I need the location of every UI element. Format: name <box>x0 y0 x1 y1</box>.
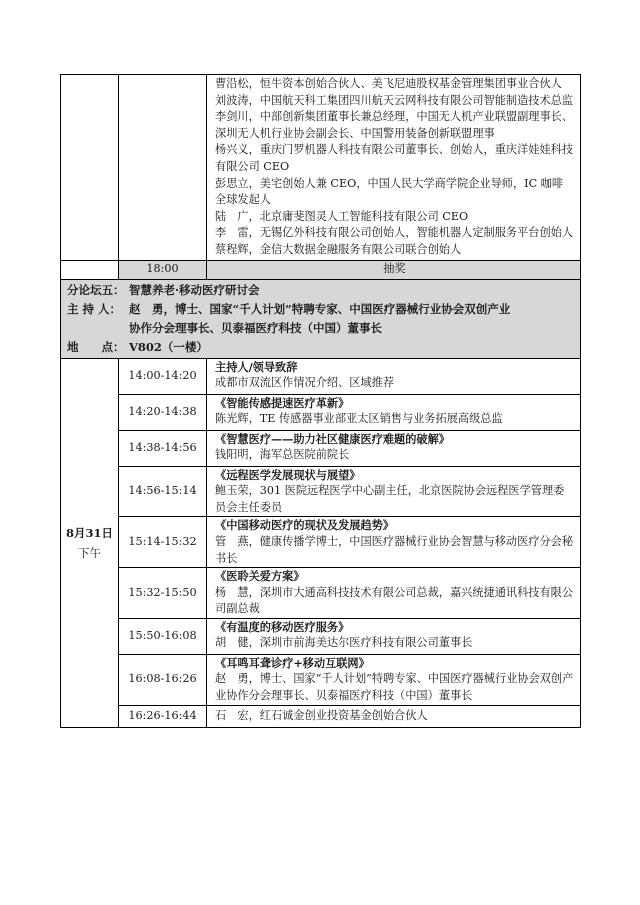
session-topic: 《中国移动医疗的现状及发展趋势》 <box>215 518 395 533</box>
session-row <box>61 568 581 619</box>
forum-header <box>61 279 581 358</box>
session-row <box>61 705 581 727</box>
lottery-empty-cell <box>61 260 119 279</box>
session-topic: 《智能传感提速医疗革新》 <box>215 395 350 410</box>
forum-host-key: 主 持 人： <box>67 301 122 316</box>
session-content <box>207 654 581 705</box>
day-period: 下午 <box>78 545 101 560</box>
session-time: 16:08-16:26 <box>119 654 207 705</box>
speaker-line: 杨兴义，重庆门罗机器人科技有限公司董事长、创始人，重庆洋娃娃科技有限公司 CEO <box>215 143 574 173</box>
session-content <box>207 705 581 727</box>
speaker-line: 陆 广，北京庸斐图灵人工智能科技有限公司 CEO <box>215 209 469 223</box>
day-date: 8月31日 <box>65 525 113 540</box>
session-topic: 《远程医学发展现状与展望》 <box>215 467 361 482</box>
agenda-sheet <box>60 74 581 728</box>
session-topic: 主持人/领导致辞 <box>215 359 298 374</box>
session-content <box>207 517 581 568</box>
session-time: 14:20-14:38 <box>119 394 207 430</box>
session-time: 15:32-15:50 <box>119 568 207 619</box>
session-content <box>207 466 581 517</box>
day-cell <box>61 358 119 727</box>
session-content <box>207 430 581 466</box>
session-row <box>61 358 581 394</box>
session-content <box>207 568 581 619</box>
session-row <box>61 517 581 568</box>
session-speaker: 成都市双流区作情况介绍、区域推荐 <box>215 376 395 390</box>
session-time: 15:50-16:08 <box>119 618 207 654</box>
session-speaker: 胡 健，深圳市前海美达尔医疗科技有限公司董事长 <box>215 636 473 650</box>
speaker-line: 刘波涛，中国航天科工集团四川航天云网科技有限公司智能制造技术总监 <box>215 93 574 107</box>
speaker-line: 蔡程辉，金信大数据金融服务有限公司联合创始人 <box>215 242 462 256</box>
speaker-line: 李剑川，中部创新集团董事长兼总经理，中国无人机产业联盟副理事长、深圳无人机行业协会副会长、中国警用装备创新联盟理事 <box>215 110 574 140</box>
session-row <box>61 430 581 466</box>
speaker-line: 李 雷，无锡亿外科技有限公司创始人，智能机器人定制服务平台创始人 <box>215 226 574 240</box>
session-row <box>61 618 581 654</box>
session-speaker: 鲍玉荣，301 医院远程医学中心副主任，北京医院协会远程医学管理委员会主任委员 <box>215 484 565 514</box>
forum-host: 赵 勇，博士、国家“千人计划”特聘专家、中国医疗器械行业协会双创产业 <box>129 301 511 316</box>
session-speaker: 陈光辉，TE 传感器事业部亚太区销售与业务拓展高级总监 <box>215 412 503 426</box>
forum-venue: V802（一楼） <box>129 339 208 354</box>
session-time: 14:00-14:20 <box>119 358 207 394</box>
session-row <box>61 466 581 517</box>
speakers-top-row <box>61 75 581 261</box>
session-speaker: 杨 慧，深圳市大通高科技技术有限公司总裁，嘉兴统捷通讯科技有限公司副总裁 <box>215 585 574 616</box>
empty-time-cell <box>119 75 207 261</box>
agenda-table <box>60 74 581 728</box>
session-content <box>207 358 581 394</box>
session-time: 14:38-14:56 <box>119 430 207 466</box>
session-row <box>61 654 581 705</box>
session-time: 15:14-15:32 <box>119 517 207 568</box>
session-speaker: 钱阳明，海军总医院前院长 <box>215 448 350 462</box>
speaker-line: 曹沿松，恒牛资本创始合伙人、美飞尼迪股权基金管理集团事业合伙人 <box>215 77 562 90</box>
forum-title-line <box>67 281 574 300</box>
session-speaker: 石 宏，红石诚金创业投资基金创始合伙人 <box>215 708 428 722</box>
forum-header-row <box>61 279 581 358</box>
session-content <box>207 394 581 430</box>
forum-title-key: 分论坛五： <box>67 282 125 297</box>
forum-venue-key: 地 点： <box>67 339 125 354</box>
forum-host-line <box>67 300 574 319</box>
speaker-line: 彭思立，美宅创始人兼 CEO，中国人民大学商学院企业导师，IC 咖啡全球发起人 <box>215 176 564 207</box>
forum-host-line-2: 协作分会理事长、贝泰福医疗科技（中国）董事长 <box>129 320 382 335</box>
lottery-row <box>61 260 581 279</box>
lottery-label: 抽奖 <box>207 260 581 279</box>
session-topic: 《耳鸣耳聋诊疗+移动互联网》 <box>215 655 370 670</box>
session-speaker: 管 燕，健康传播学博士，中国医疗器械行业协会智慧与移动医疗分会秘书长 <box>215 534 574 565</box>
session-time: 14:56-15:14 <box>119 466 207 517</box>
session-speaker: 赵 勇，博士、国家“千人计划”特聘专家、中国医疗器械行业协会双创产业协作分会理事长、贝泰福医疗科技（中国）董事长 <box>215 672 574 703</box>
speakers-top-cell <box>207 75 581 261</box>
forum-title: 智慧养老·移动医疗研讨会 <box>129 282 260 297</box>
session-content <box>207 618 581 654</box>
session-topic: 《医聆关爱方案》 <box>215 569 305 584</box>
empty-date-cell <box>61 75 119 261</box>
session-topic: 《有温度的移动医疗服务》 <box>215 619 350 634</box>
forum-venue-line <box>67 338 574 357</box>
session-topic: 《智慧医疗——助力社区健康医疗难题的破解》 <box>215 431 450 446</box>
lottery-time: 18:00 <box>119 260 207 279</box>
session-time: 16:26-16:44 <box>119 705 207 727</box>
session-row <box>61 394 581 430</box>
